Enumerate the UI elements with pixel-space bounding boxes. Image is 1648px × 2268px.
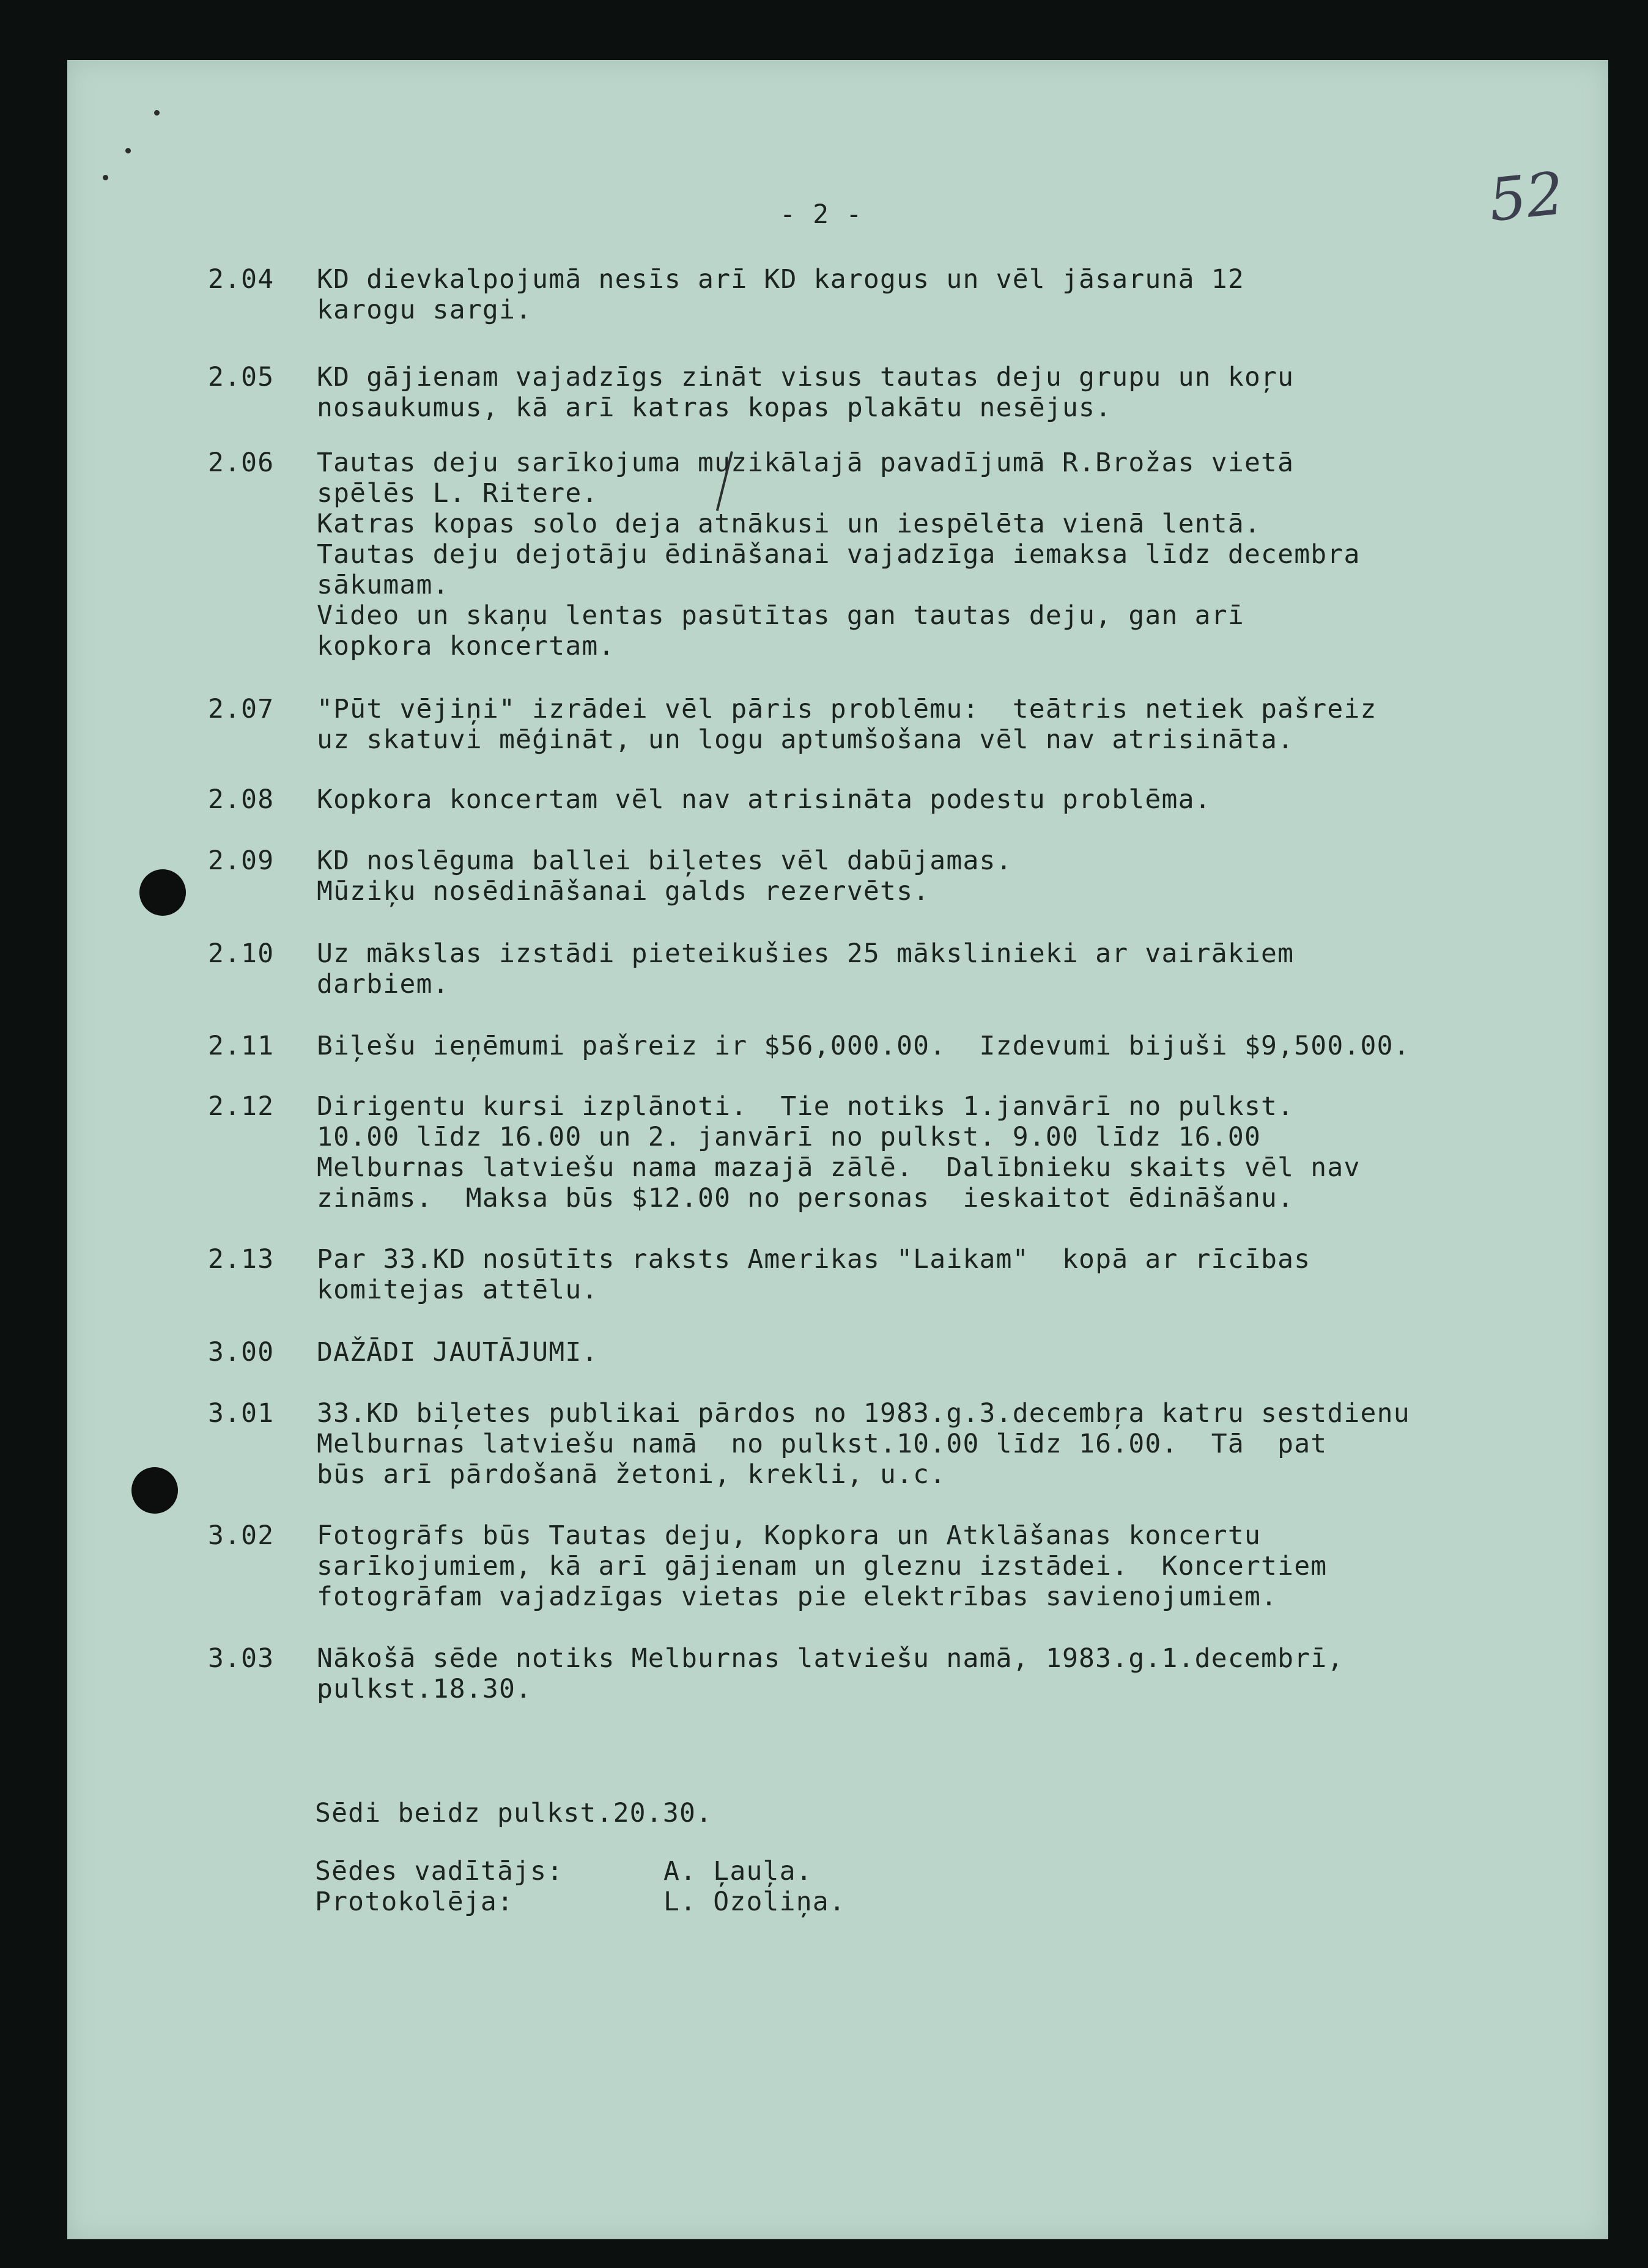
item-text-line: DAŽĀDI JAUTĀJUMI. [317, 1337, 599, 1368]
page-number: - 2 - [780, 199, 863, 230]
item-number: 2.13 [208, 1244, 275, 1275]
item-number: 2.06 [208, 447, 275, 478]
item-number: 2.07 [208, 694, 275, 724]
item-text-line: Fotogrāfs būs Tautas deju, Kopkora un Atklāšanas koncertu [317, 1520, 1262, 1551]
item-text-line: Nākošā sēde notiks Melburnas latviešu namā, 1983.g.1.decembrī, [317, 1643, 1344, 1674]
item-text-line: Par 33.KD nosūtīts raksts Amerikas "Laikam" kopā ar rīcības [317, 1244, 1311, 1275]
item-number: 2.12 [208, 1091, 275, 1122]
item-text-line: 33.KD biļetes publikai pārdos no 1983.g.3.decembŗa katru sestdienu [317, 1398, 1410, 1429]
item-text [317, 938, 1294, 1000]
ink-speck [125, 148, 131, 153]
item-text [317, 1091, 1361, 1213]
item-text-line: zināms. Maksa būs $12.00 no personas ieskaitot ēdināšanu. [317, 1183, 1295, 1213]
item-text [317, 1244, 1310, 1305]
item-text [317, 362, 1294, 423]
item-text-line: Melburnas latviešu namā no pulkst.10.00 līdz 16.00. Tā pat [317, 1429, 1328, 1459]
item-text-line: Melburnas latviešu nama mazajā zālē. Dalībnieku skaits vēl nav [317, 1152, 1361, 1183]
item-text [317, 1337, 599, 1368]
item-text-line: KD noslēguma ballei biļetes vēl dabūjamas. [317, 845, 1013, 876]
item-text-line: Kopkora koncertam vēl nav atrisināta podestu problēma. [317, 784, 1211, 815]
chair-label: Sēdes vadītājs: [315, 1856, 564, 1887]
item-number: 3.03 [208, 1643, 275, 1674]
closing-time: Sēdi beidz pulkst.20.30. [315, 1798, 713, 1828]
item-text-line: Katras kopas solo deja atnākusi un iespēlēta vienā lentā. [317, 509, 1262, 539]
item-text-line: KD dievkalpojumā nesīs arī KD karogus un vēl jāsarunā 12 [317, 264, 1244, 295]
item-number: 3.02 [208, 1520, 275, 1551]
chair-name: A. Ļauļa. [663, 1856, 813, 1887]
item-text [317, 694, 1377, 755]
item-text-line: KD gājienam vajadzīgs zināt visus tautas deju grupu un koŗu [317, 362, 1295, 392]
item-text-line: 10.00 līdz 16.00 un 2. janvārī no pulkst. 9.00 līdz 16.00 [317, 1122, 1262, 1152]
secretary-label: Protokolēja: [315, 1887, 514, 1917]
item-text-line: Tautas deju sarīkojuma muzikālajā pavadījumā R.Brožas vietā [317, 447, 1295, 478]
item-text-line: spēlēs L. Ritere. [317, 478, 599, 509]
item-number: 2.04 [208, 264, 275, 295]
item-text [317, 1520, 1327, 1612]
handwritten-folio-number: 52 [1485, 158, 1567, 235]
document-page [67, 60, 1608, 2239]
item-number: 2.10 [208, 938, 275, 969]
item-text-line: "Pūt vējiņi" izrādei vēl pāris problēmu: teātris netiek pašreiz [317, 694, 1377, 724]
item-text-line: sākumam. [317, 570, 449, 600]
item-number: 2.05 [208, 362, 275, 392]
item-text [317, 1398, 1410, 1490]
item-number: 2.11 [208, 1031, 275, 1061]
item-text [317, 264, 1244, 325]
item-text-line: darbiem. [317, 969, 449, 1000]
item-text-line: Tautas deju dejotāju ēdināšanai vajadzīga iemaksa līdz decembra [317, 539, 1361, 570]
item-text-line: fotogrāfam vajadzīgas vietas pie elektrības savienojumiem. [317, 1581, 1278, 1612]
item-text [317, 845, 1013, 907]
ink-speck [103, 175, 108, 180]
secretary-name: L. Ozoliņa. [663, 1887, 846, 1917]
item-number: 2.09 [208, 845, 275, 876]
item-number: 3.00 [208, 1337, 275, 1368]
item-text-line: kopkora koncertam. [317, 631, 615, 661]
item-text-line: sarīkojumiem, kā arī gājienam un gleznu izstādei. Koncertiem [317, 1551, 1328, 1581]
item-text-line: komitejas attēlu. [317, 1275, 599, 1305]
item-text [317, 447, 1361, 661]
punch-hole [131, 1467, 178, 1514]
item-text-line: Biļešu ieņēmumi pašreiz ir $56,000.00. Izdevumi bijuši $9,500.00. [317, 1031, 1410, 1061]
ink-speck [154, 110, 160, 116]
punch-hole [139, 869, 186, 916]
item-text-line: nosaukumus, kā arī katras kopas plakātu nesējus. [317, 392, 1112, 423]
item-text [317, 1031, 1410, 1061]
item-text-line: Video un skaņu lentas pasūtītas gan tautas deju, gan arī [317, 600, 1244, 631]
item-text-line: uz skatuvi mēģināt, un logu aptumšošana vēl nav atrisināta. [317, 724, 1295, 755]
item-text-line: Mūziķu nosēdināšanai galds rezervēts. [317, 876, 930, 907]
item-number: 3.01 [208, 1398, 275, 1429]
item-text [317, 1643, 1343, 1704]
item-text-line: pulkst.18.30. [317, 1674, 533, 1704]
item-text-line: Uz mākslas izstādi pieteikušies 25 mākslinieki ar vairākiem [317, 938, 1295, 969]
item-number: 2.08 [208, 784, 275, 815]
item-text-line: būs arī pārdošanā žetoni, krekli, u.c. [317, 1459, 947, 1490]
item-text [317, 784, 1211, 815]
item-text-line: karogu sargi. [317, 295, 533, 325]
item-text-line: Dirigentu kursi izplānoti. Tie notiks 1.janvārī no pulkst. [317, 1091, 1295, 1122]
